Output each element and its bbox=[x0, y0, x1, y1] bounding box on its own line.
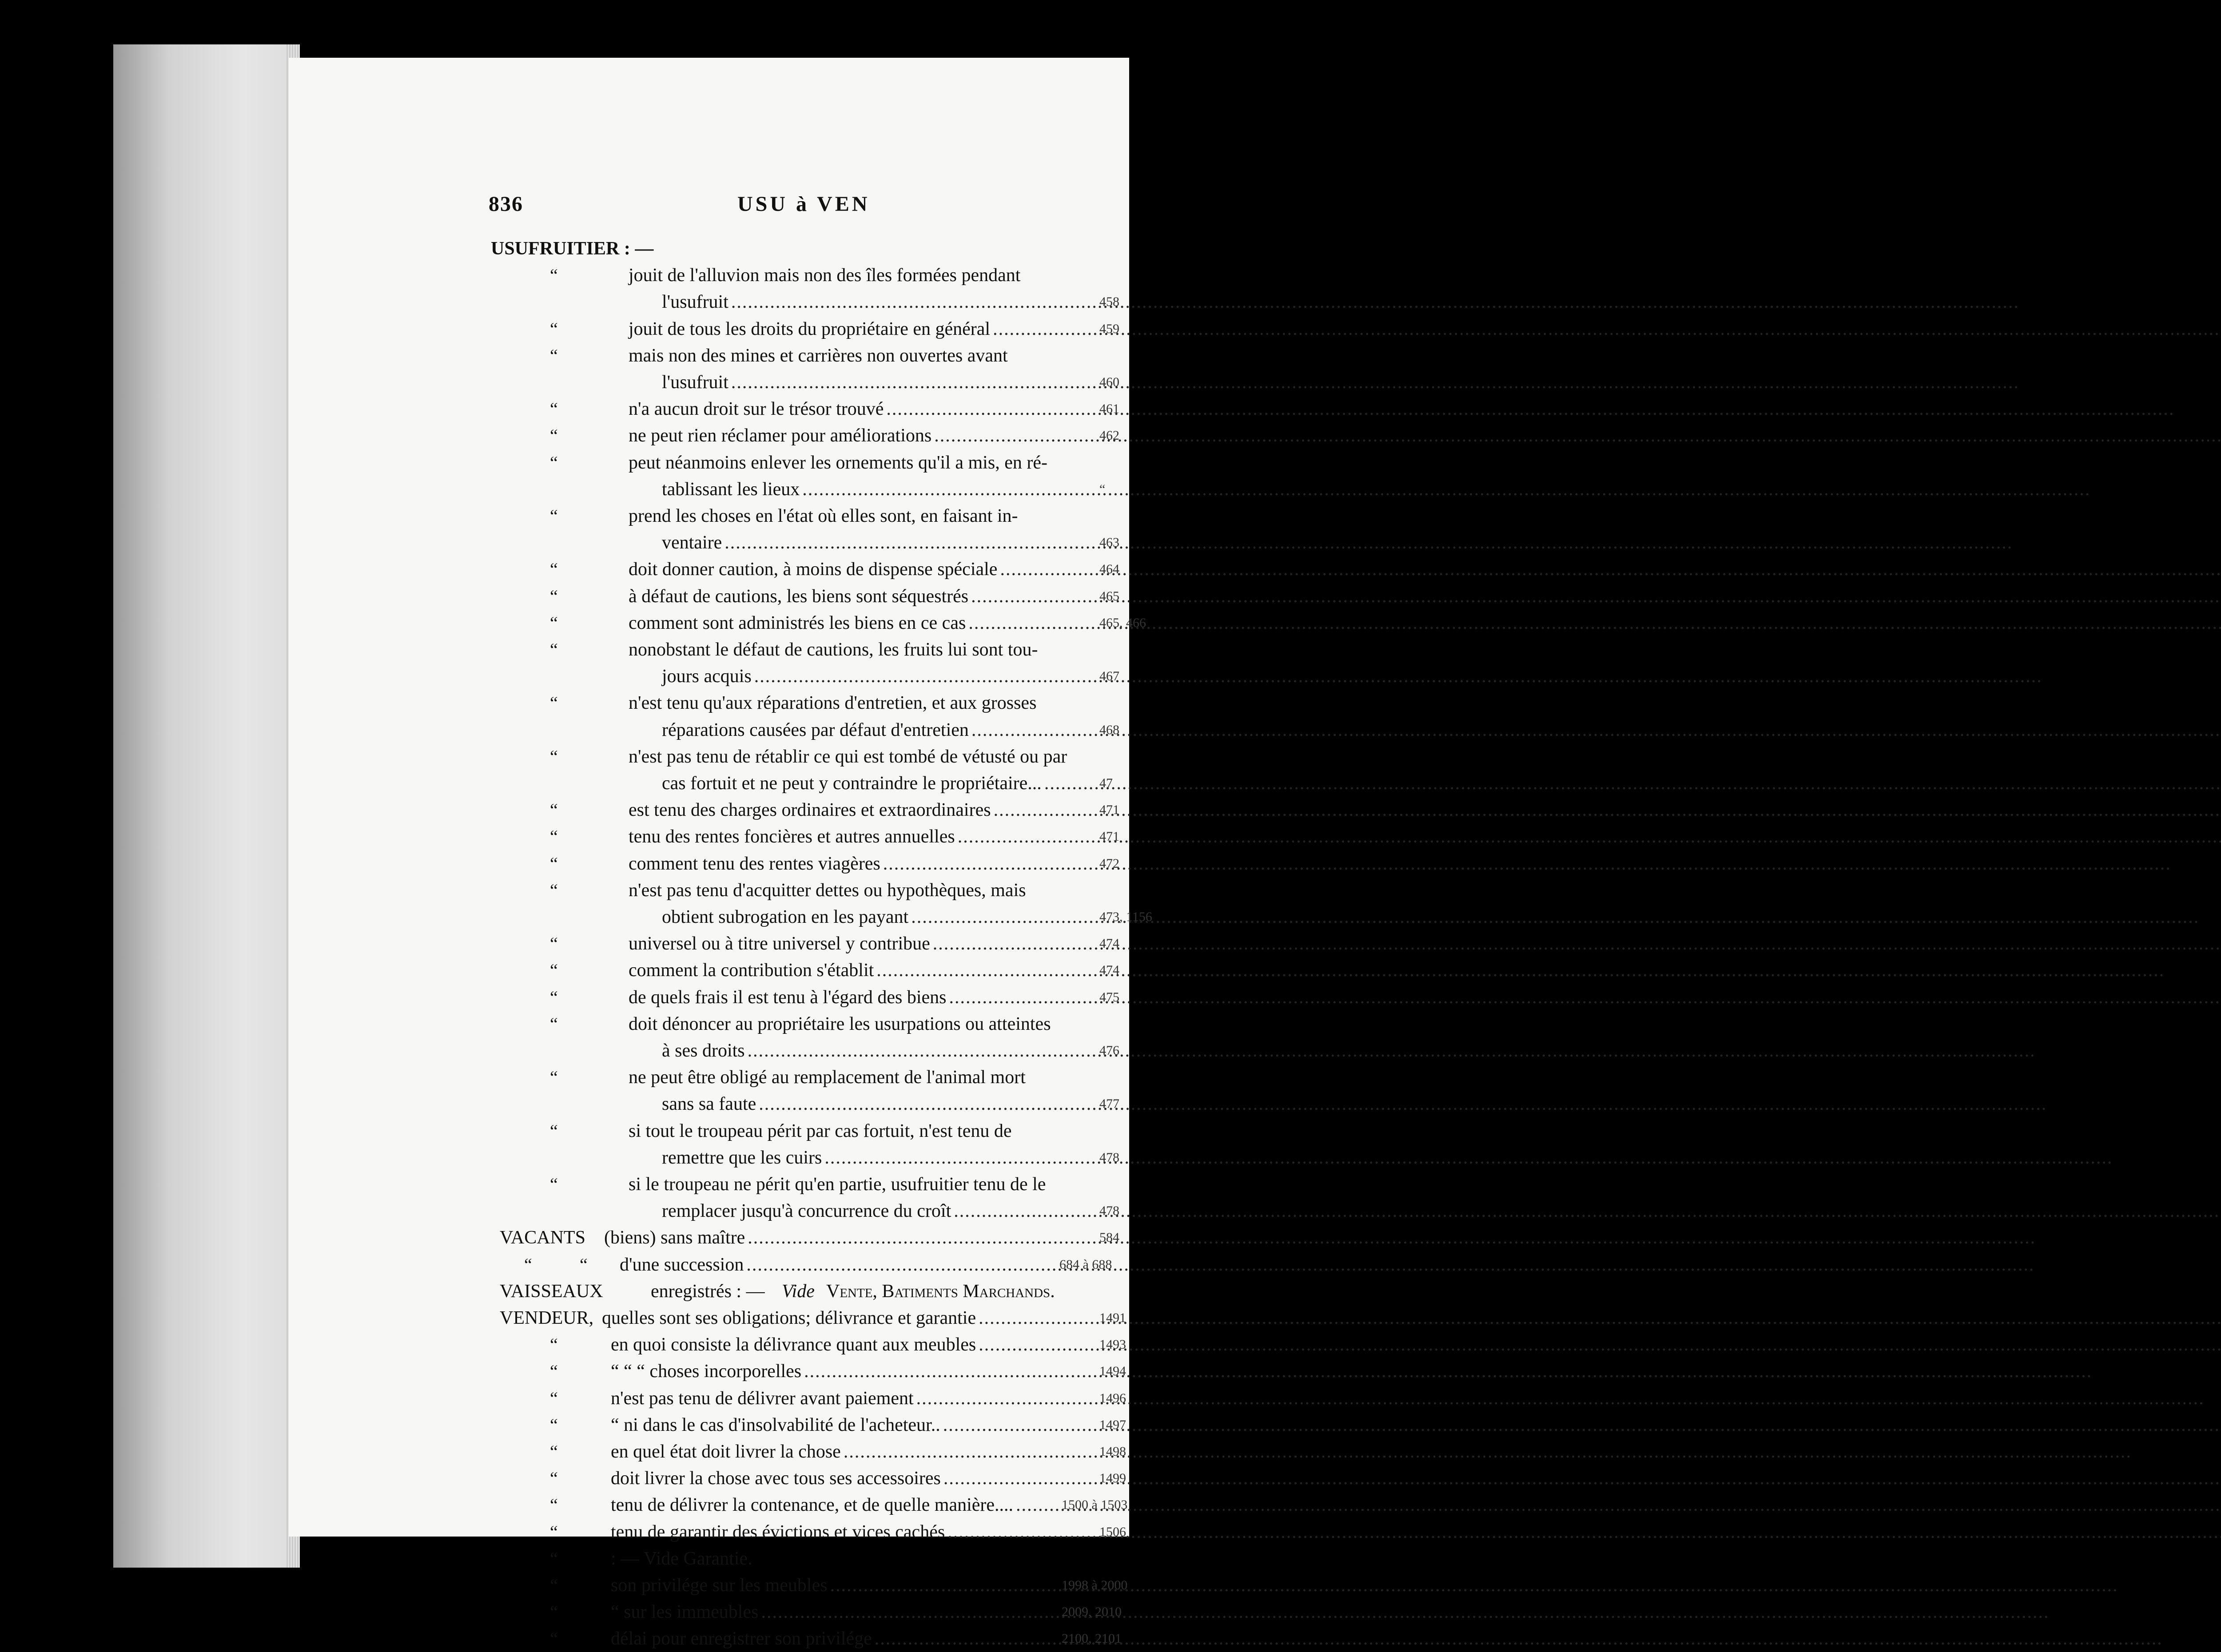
ditto-mark: “ bbox=[550, 1067, 558, 1088]
ditto-mark: “ bbox=[550, 265, 558, 286]
entry-text: l'usufruit bbox=[662, 372, 728, 393]
dot-leader bbox=[804, 1358, 2092, 1385]
entry-text: doit donner caution, à moins de dispense spéciale bbox=[629, 559, 998, 580]
ditto-mark: “ bbox=[550, 345, 558, 365]
entry-text: doit livrer la chose avec tous ses accessoires bbox=[611, 1468, 941, 1489]
dot-leader bbox=[731, 289, 2019, 315]
leader-entry bbox=[611, 1599, 1059, 1625]
ditto-mark: “ bbox=[550, 746, 558, 766]
entry-text: quelles sont ses obligations; délivrance et garantie bbox=[602, 1308, 976, 1328]
index-line bbox=[0, 904, 1152, 930]
leader-entry bbox=[662, 369, 1093, 396]
index-line bbox=[0, 1011, 1129, 1037]
entry-text: mais non des mines et carrières non ouvertes avant bbox=[629, 345, 1008, 366]
ditto-mark: “ bbox=[550, 1575, 558, 1595]
dot-leader bbox=[934, 422, 2221, 449]
running-title: USU à VEN bbox=[737, 192, 870, 216]
dot-leader bbox=[958, 823, 2221, 850]
cross-reference: Vente, Batiments Marchands. bbox=[826, 1281, 1055, 1302]
leader-entry bbox=[662, 904, 1093, 930]
dot-leader bbox=[1000, 556, 2221, 583]
entry-text: en quel état doit livrer la chose bbox=[611, 1442, 841, 1462]
dot-leader bbox=[824, 1144, 2113, 1171]
entry-text: tenu de délivrer la contenance, et de quelle manière.... bbox=[611, 1495, 1014, 1516]
index-line bbox=[0, 823, 1129, 850]
entry-text: son privilége sur les meubles bbox=[611, 1575, 828, 1596]
index-line bbox=[0, 1224, 1129, 1251]
ditto-mark: “ bbox=[550, 559, 558, 580]
dot-leader bbox=[993, 316, 2221, 342]
dot-leader bbox=[731, 369, 2019, 396]
entry-text: nonobstant le défaut de cautions, les fruits lui sont tou- bbox=[629, 639, 1038, 660]
entry-text: obtient subrogation en les payant bbox=[662, 907, 909, 927]
ditto-mark: “ bbox=[550, 1495, 558, 1515]
ditto-mark: “ bbox=[550, 693, 558, 713]
entry-text: en quoi consiste la délivrance quant aux meubles bbox=[611, 1334, 976, 1355]
page-reference: 1498 bbox=[1099, 1444, 1126, 1459]
leader-entry bbox=[611, 1438, 1093, 1465]
dot-leader bbox=[979, 1331, 2221, 1358]
page-number: 836 bbox=[489, 192, 523, 216]
index-line bbox=[0, 984, 1129, 1011]
leader-entry bbox=[629, 823, 1093, 850]
dot-leader bbox=[748, 1224, 2036, 1251]
index-line bbox=[0, 1305, 1129, 1331]
entry-heading: USUFRUITIER : — bbox=[491, 238, 654, 259]
entry-text: tablissant les lieux bbox=[662, 479, 800, 500]
index-line bbox=[0, 1465, 1129, 1492]
page-reference: 1500 à 1503 bbox=[1062, 1497, 1128, 1513]
entry-text: tenu des rentes foncières et autres annuelles bbox=[629, 826, 955, 847]
page-reference: 684 à 688 bbox=[1059, 1257, 1112, 1272]
index-line bbox=[0, 583, 1129, 610]
entry-text: “ “ “ choses incorporelles bbox=[611, 1361, 802, 1382]
page-reference: 473, 1156 bbox=[1099, 909, 1152, 924]
leader-entry bbox=[662, 1037, 1093, 1064]
index-line bbox=[0, 1171, 1129, 1198]
dot-leader bbox=[844, 1438, 2132, 1465]
page-reference: 1491 bbox=[1099, 1310, 1126, 1325]
leader-entry bbox=[662, 717, 1093, 743]
leader-entry bbox=[662, 1198, 1093, 1224]
leader-entry bbox=[629, 316, 1093, 342]
ditto-mark: “ bbox=[550, 1521, 558, 1542]
dot-leader bbox=[1044, 770, 2221, 797]
entry-text: sans sa faute bbox=[662, 1094, 756, 1115]
leader-entry bbox=[629, 556, 1093, 583]
index-line bbox=[0, 1412, 1129, 1438]
dot-leader bbox=[761, 1599, 2049, 1625]
dot-leader bbox=[830, 1572, 2118, 1599]
page-reference: 471 bbox=[1099, 829, 1119, 844]
index-line bbox=[0, 663, 1129, 690]
leader-entry bbox=[611, 1519, 1093, 1545]
page-reference: 477 bbox=[1099, 1096, 1119, 1112]
index-line bbox=[0, 476, 1129, 503]
page-reference: 465, 466 bbox=[1099, 615, 1146, 630]
index-line bbox=[0, 1492, 1129, 1518]
leader-entry bbox=[604, 1224, 1093, 1251]
page-reference: 1497 bbox=[1099, 1417, 1126, 1432]
ditto-mark: “ bbox=[550, 639, 558, 659]
page-reference: 1506 bbox=[1099, 1524, 1126, 1539]
leader-entry bbox=[629, 984, 1093, 1011]
entry-text: n'est pas tenu de délivrer avant paiement bbox=[611, 1388, 914, 1409]
page-reference: 1493 bbox=[1099, 1337, 1126, 1352]
leader-entry bbox=[611, 1572, 1059, 1599]
page-reference: 1998 à 2000 bbox=[1062, 1578, 1128, 1592]
entry-text: comment sont administrés les biens en ce cas bbox=[629, 612, 966, 633]
dot-leader bbox=[947, 1519, 2221, 1545]
index-line bbox=[0, 690, 1129, 716]
dot-leader bbox=[746, 1251, 2034, 1278]
index-line bbox=[0, 850, 1129, 877]
dot-leader bbox=[759, 1091, 2047, 1117]
ditto-mark: “ bbox=[550, 506, 558, 526]
entry-heading: VENDEUR, bbox=[500, 1308, 594, 1328]
entry-text: délai pour enregistrer son privilége bbox=[611, 1628, 872, 1649]
entry-text: remettre que les cuirs bbox=[662, 1147, 822, 1168]
page-reference: 584 bbox=[1099, 1230, 1119, 1245]
ditto-mark: “ bbox=[550, 880, 558, 900]
leader-entry bbox=[629, 797, 1093, 823]
page-reference: 460 bbox=[1099, 375, 1119, 389]
index-line bbox=[0, 743, 1129, 770]
index-line bbox=[0, 1545, 1129, 1572]
entry-text: prend les choses en l'état où elles sont, en faisant in- bbox=[629, 506, 1018, 526]
index-line bbox=[0, 610, 1146, 636]
entry-text: jours acquis bbox=[662, 666, 752, 687]
index-line bbox=[0, 556, 1129, 583]
index-line bbox=[0, 289, 1129, 315]
index-line bbox=[0, 1251, 1129, 1278]
ditto-mark: “ bbox=[550, 1361, 558, 1382]
page-reference: 458 bbox=[1099, 294, 1119, 310]
index-line bbox=[0, 1118, 1129, 1144]
entry-text: peut néanmoins enlever les ornements qu'il a mis, en ré- bbox=[629, 452, 1047, 473]
ditto-mark: “ bbox=[550, 612, 558, 633]
ditto-mark: “ bbox=[550, 399, 558, 419]
leader-entry bbox=[662, 289, 1093, 315]
index-line bbox=[0, 636, 1129, 663]
entry-text: réparations causées par défaut d'entretien bbox=[662, 719, 969, 740]
ditto-mark: “ bbox=[550, 1120, 558, 1141]
ditto-mark: “ bbox=[550, 586, 558, 606]
index-line bbox=[0, 235, 1129, 262]
ditto-mark: “ bbox=[550, 960, 558, 981]
dot-leader bbox=[943, 1412, 2221, 1438]
page-reference: 475 bbox=[1099, 989, 1119, 1005]
entry-text: si tout le troupeau périt par cas fortuit, n'est tenu de bbox=[629, 1120, 1012, 1141]
page-reference: 465 bbox=[1099, 588, 1119, 604]
entry-text: cas fortuit et ne peut y contraindre le propriétaire... bbox=[662, 773, 1042, 794]
index-line bbox=[0, 770, 1129, 797]
entry-text: n'a aucun droit sur le trésor trouvé bbox=[629, 399, 884, 420]
entry-text: jouit de l'alluvion mais non des îles formées pendant bbox=[629, 265, 1021, 286]
page-reference: 463 bbox=[1099, 535, 1119, 550]
leader-entry bbox=[611, 1385, 1093, 1412]
entry-heading: VAISSEAUX bbox=[500, 1281, 603, 1302]
leader-entry bbox=[629, 610, 1093, 636]
entry-text: remplacer jusqu'à concurrence du croît bbox=[662, 1201, 951, 1222]
ditto-mark: “ bbox=[550, 425, 558, 446]
index-line bbox=[0, 316, 1129, 342]
page-reference: 464 bbox=[1099, 562, 1119, 577]
entry-text: ventaire bbox=[662, 532, 722, 553]
dot-leader bbox=[979, 1305, 2221, 1331]
page-reference: 472 bbox=[1099, 856, 1119, 871]
index-line bbox=[0, 1278, 1129, 1305]
leader-entry bbox=[611, 1358, 1093, 1385]
leader-entry bbox=[611, 1465, 1093, 1492]
dot-leader bbox=[968, 610, 2221, 636]
index-line bbox=[0, 717, 1129, 743]
entry-text: comment tenu des rentes viagères bbox=[629, 853, 880, 874]
ditto-mark: “ bbox=[550, 800, 558, 820]
entry-heading: VACANTS bbox=[500, 1227, 585, 1248]
dot-leader bbox=[933, 930, 2221, 957]
page-reference: 459 bbox=[1099, 321, 1119, 336]
ditto-mark: “ bbox=[550, 1468, 558, 1489]
page-reference: 467 bbox=[1099, 669, 1119, 684]
dot-leader bbox=[802, 476, 2090, 503]
entry-text: à défaut de cautions, les biens sont séquestrés bbox=[629, 586, 969, 607]
index-line bbox=[0, 957, 1129, 984]
leader-entry bbox=[611, 1492, 1059, 1518]
leader-entry bbox=[629, 957, 1093, 984]
leader-entry bbox=[662, 770, 1093, 797]
index-line bbox=[0, 1091, 1129, 1117]
entry-text: “ sur les immeubles bbox=[611, 1602, 759, 1623]
leader-entry bbox=[662, 1144, 1093, 1171]
page-reference: 2100, 2101 bbox=[1062, 1631, 1122, 1646]
leader-entry bbox=[611, 1331, 1093, 1358]
entry-text: (biens) sans maître bbox=[604, 1227, 745, 1248]
dot-leader bbox=[943, 1465, 2221, 1492]
ditto-mark: “ bbox=[550, 933, 558, 954]
page-reference: 47 bbox=[1099, 776, 1113, 790]
ditto-mark: “ bbox=[550, 1442, 558, 1461]
ditto-mark: “ bbox=[550, 1628, 558, 1649]
index-line bbox=[0, 1358, 1129, 1385]
ditto-mark: “ bbox=[550, 1602, 558, 1622]
leader-entry bbox=[629, 583, 1093, 610]
page-reference: 2009, 2010 bbox=[1062, 1604, 1122, 1620]
page-reference: 474 bbox=[1099, 963, 1119, 978]
index-line bbox=[0, 1572, 1129, 1599]
leader-entry bbox=[629, 850, 1093, 877]
leader-entry bbox=[662, 476, 1093, 503]
entry-text: enregistrés : — bbox=[651, 1281, 765, 1302]
dot-leader bbox=[971, 583, 2221, 610]
entry-text: “ ni dans le cas d'insolvabilité de l'acheteur.. bbox=[611, 1414, 940, 1435]
entry-text: est tenu des charges ordinaires et extraordinaires bbox=[629, 800, 991, 821]
dot-leader bbox=[954, 1198, 2221, 1224]
index-line bbox=[0, 1331, 1129, 1358]
page-reference: 462 bbox=[1099, 428, 1119, 443]
index-line bbox=[0, 503, 1129, 529]
index-line bbox=[0, 1198, 1129, 1224]
page-reference: “ bbox=[1099, 481, 1106, 496]
page-reference: 478 bbox=[1099, 1150, 1119, 1165]
index-line bbox=[0, 396, 1129, 422]
index-line bbox=[0, 1625, 1129, 1652]
ditto-mark: “ bbox=[550, 1013, 558, 1034]
page-reference: 1496 bbox=[1099, 1390, 1126, 1406]
dot-leader bbox=[748, 1037, 2036, 1064]
index-line bbox=[0, 797, 1129, 823]
dot-leader bbox=[886, 396, 2174, 422]
page-reference: 478 bbox=[1099, 1203, 1119, 1219]
entry-text: à ses droits bbox=[662, 1040, 745, 1061]
dot-leader bbox=[724, 529, 2013, 556]
entry-text: Vide bbox=[782, 1281, 815, 1302]
ditto-mark: “ bbox=[550, 987, 558, 1007]
dot-leader bbox=[754, 663, 2042, 690]
ditto-mark: “ bbox=[550, 853, 558, 874]
ditto-mark: “ bbox=[580, 1254, 588, 1275]
ditto-mark: “ bbox=[550, 1414, 558, 1435]
index-line bbox=[0, 529, 1129, 556]
entry-text: n'est pas tenu de rétablir ce qui est tombé de vétusté ou par bbox=[629, 746, 1067, 767]
ditto-mark: “ bbox=[524, 1254, 532, 1275]
dot-leader bbox=[883, 850, 2171, 877]
dot-leader bbox=[949, 984, 2221, 1011]
ditto-mark: “ bbox=[550, 1548, 558, 1569]
page-reference: 476 bbox=[1099, 1043, 1119, 1058]
index-line bbox=[0, 877, 1129, 904]
ditto-mark: “ bbox=[550, 826, 558, 847]
page-reference: 1499 bbox=[1099, 1471, 1126, 1486]
index-line bbox=[0, 1037, 1129, 1064]
entry-text: tenu de garantir des évictions et vices cachés bbox=[611, 1521, 945, 1542]
entry-text: si le troupeau ne périt qu'en partie, usufruitier tenu de le bbox=[629, 1174, 1046, 1195]
page-reference: 471 bbox=[1099, 802, 1119, 818]
index-line bbox=[0, 1599, 1129, 1625]
leader-entry bbox=[662, 529, 1093, 556]
leader-entry bbox=[629, 930, 1093, 957]
entry-text: d'une succession bbox=[620, 1254, 744, 1275]
page-reference: 474 bbox=[1099, 936, 1119, 951]
leader-entry bbox=[620, 1251, 1057, 1278]
entry-text: doit dénoncer au propriétaire les usurpations ou atteintes bbox=[629, 1013, 1051, 1034]
index-line bbox=[0, 1144, 1129, 1171]
leader-entry bbox=[611, 1412, 1093, 1438]
ditto-mark: “ bbox=[550, 452, 558, 473]
page-reference: 468 bbox=[1099, 722, 1119, 737]
index-line bbox=[0, 1064, 1129, 1091]
page-reference: 461 bbox=[1099, 401, 1119, 417]
index-line bbox=[0, 449, 1129, 476]
leader-entry bbox=[611, 1625, 1059, 1652]
index-line bbox=[0, 262, 1129, 289]
index-line bbox=[0, 1519, 1129, 1545]
entry-text: universel ou à titre universel y contribue bbox=[629, 933, 930, 954]
entry-text: ne peut rien réclamer pour améliorations bbox=[629, 425, 932, 446]
index-line bbox=[0, 1385, 1129, 1412]
leader-entry bbox=[662, 1091, 1093, 1117]
ditto-mark: “ bbox=[550, 1174, 558, 1194]
entry-text: l'usufruit bbox=[662, 292, 728, 313]
dot-leader bbox=[971, 717, 2221, 743]
index-line bbox=[0, 1438, 1129, 1465]
ditto-mark: “ bbox=[550, 1334, 558, 1355]
entry-text: de quels frais il est tenu à l'égard des biens bbox=[629, 987, 947, 1008]
entry-text: n'est tenu qu'aux réparations d'entretien, et aux grosses bbox=[629, 693, 1037, 714]
cross-reference: : — Vide Garantie. bbox=[611, 1548, 752, 1569]
dot-leader bbox=[1016, 1492, 2221, 1518]
leader-entry bbox=[602, 1305, 1093, 1331]
index-line bbox=[0, 369, 1129, 396]
page-reference: 1494 bbox=[1099, 1364, 1126, 1379]
leader-entry bbox=[629, 396, 1093, 422]
dot-leader bbox=[994, 797, 2221, 823]
entry-text: n'est pas tenu d'acquitter dettes ou hypothèques, mais bbox=[629, 880, 1026, 901]
ditto-mark: “ bbox=[550, 318, 558, 339]
index-line bbox=[0, 342, 1129, 369]
entry-text: comment la contribution s'établit bbox=[629, 960, 874, 981]
leader-entry bbox=[662, 663, 1093, 690]
ditto-mark: “ bbox=[550, 1388, 558, 1408]
entry-text: jouit de tous les droits du propriétaire en général bbox=[629, 318, 991, 339]
entry-text: ne peut être obligé au remplacement de l'animal mort bbox=[629, 1067, 1026, 1088]
index-line bbox=[0, 930, 1129, 957]
dot-leader bbox=[876, 957, 2165, 984]
leader-entry bbox=[629, 422, 1093, 449]
index-line bbox=[0, 422, 1129, 449]
